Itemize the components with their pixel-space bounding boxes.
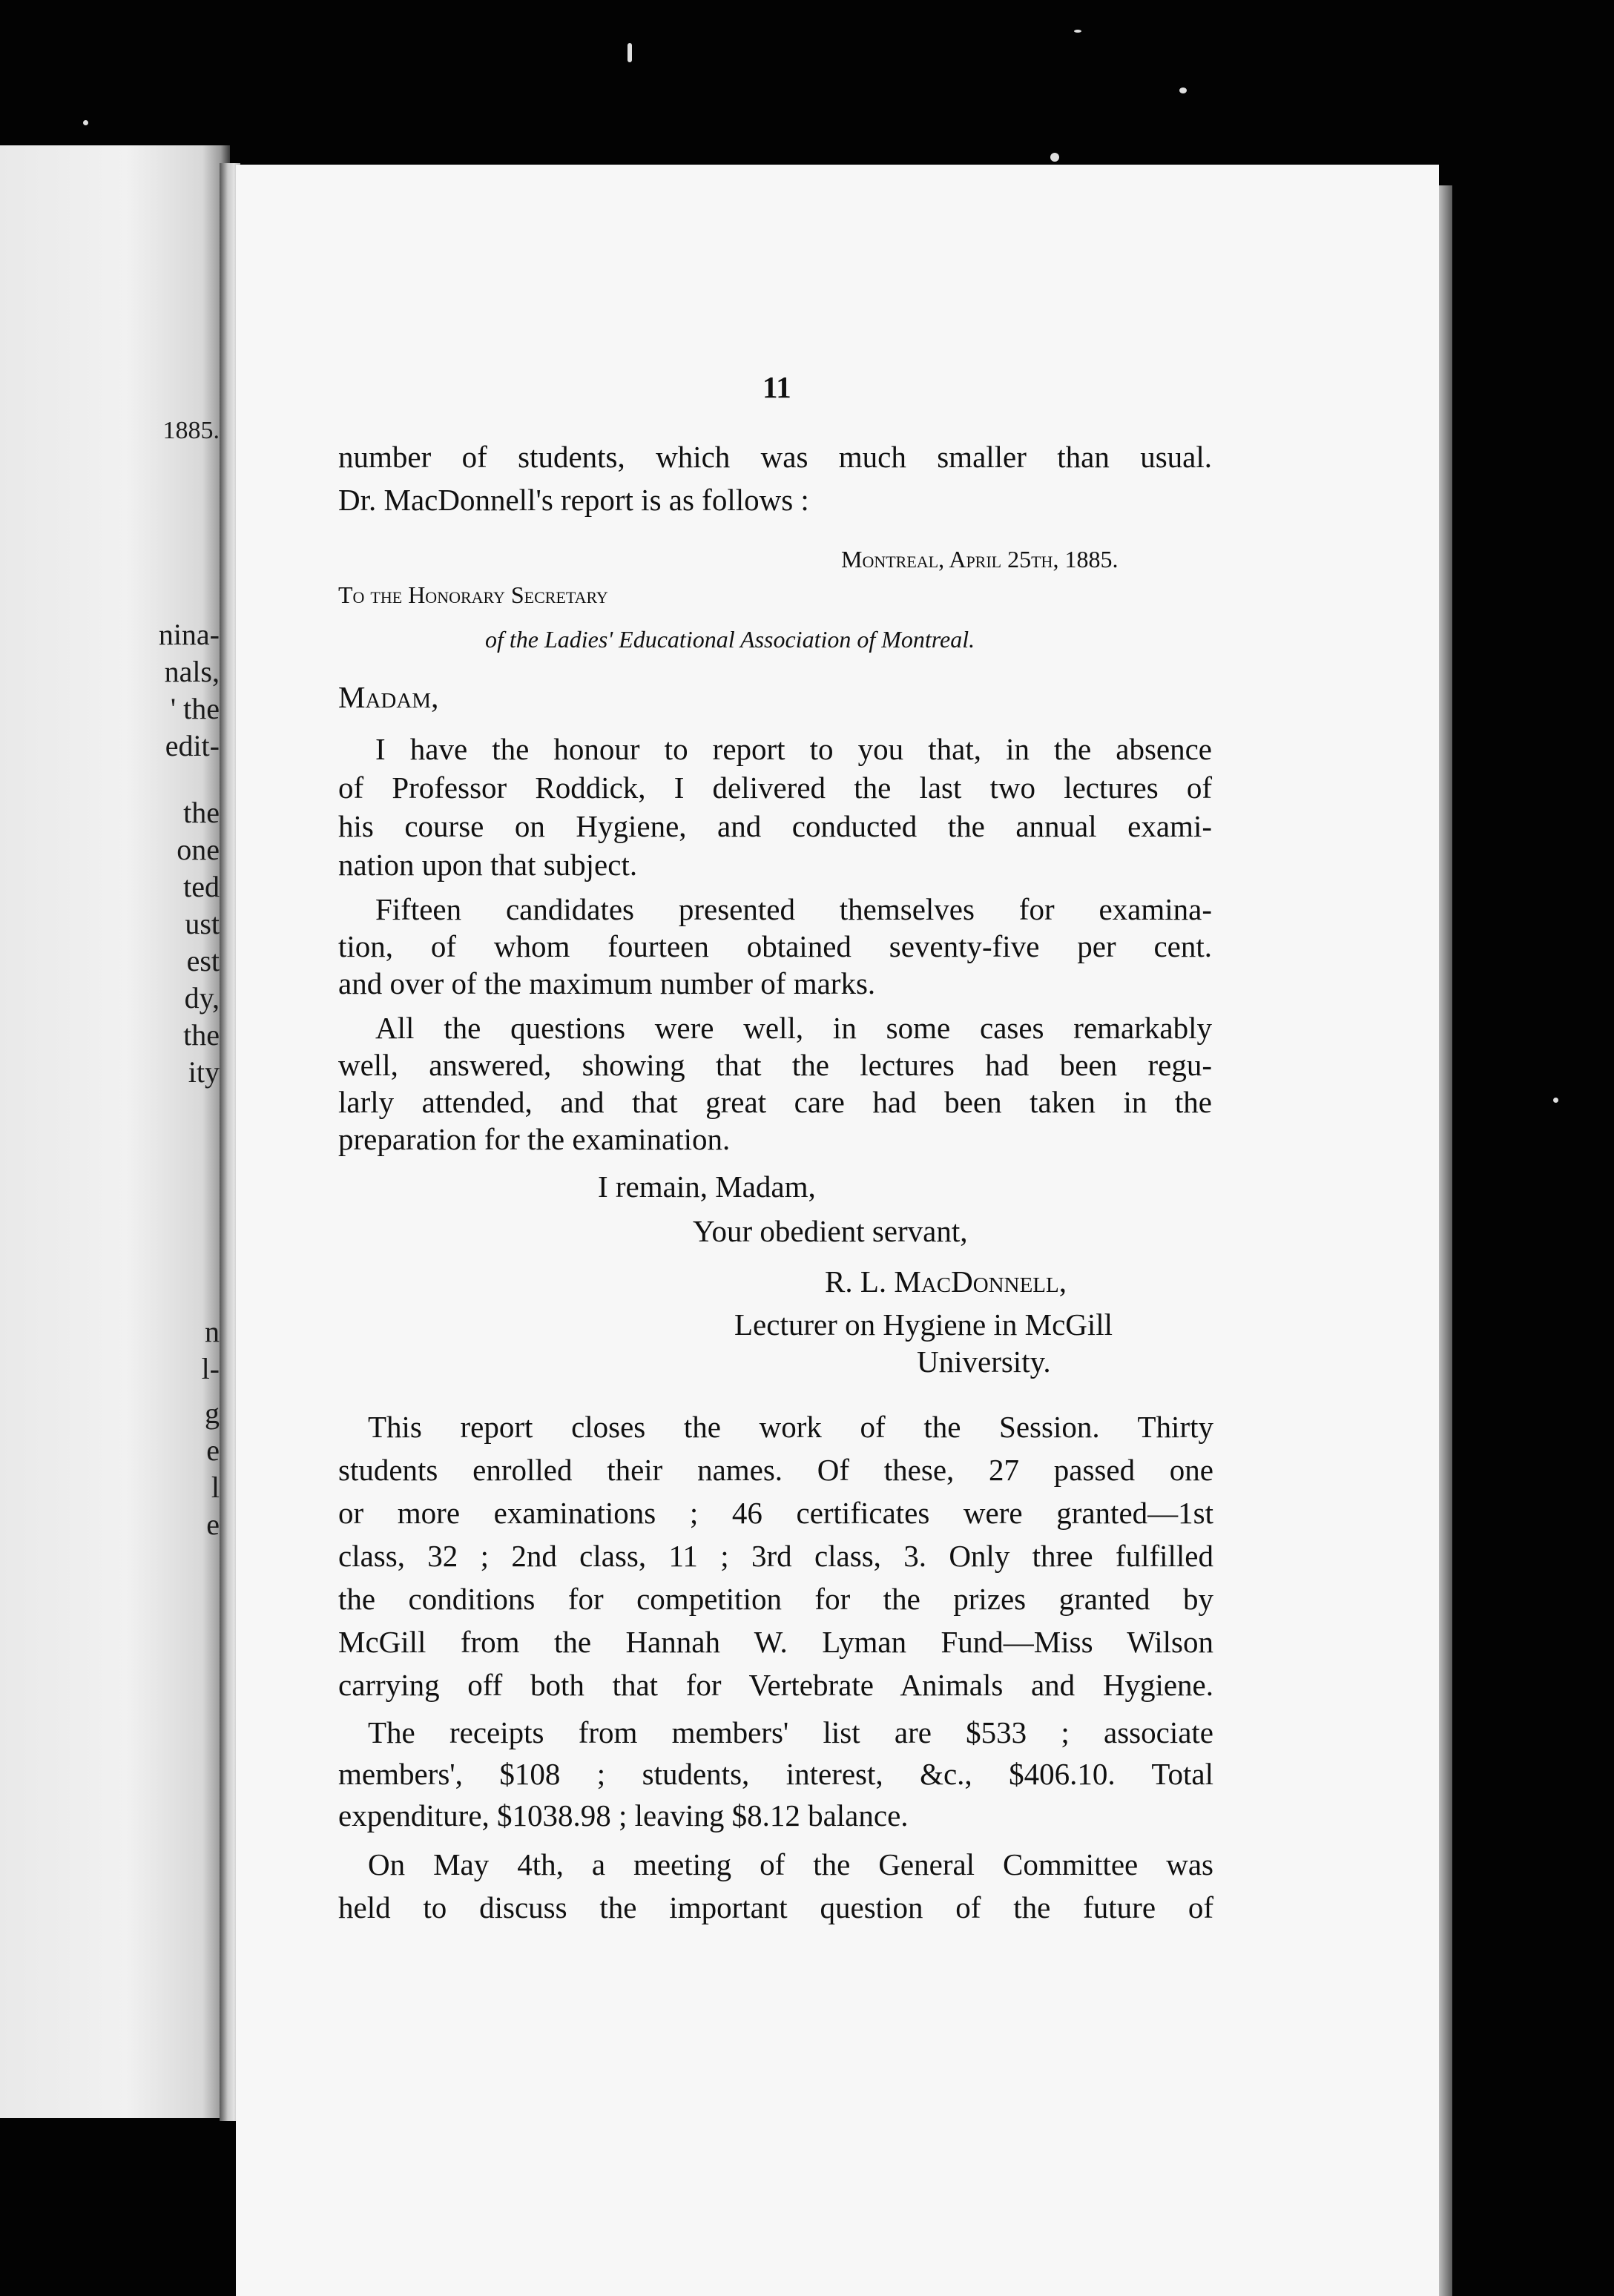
letter-dateline: Montreal, April 25th, 1885. — [841, 546, 1119, 573]
letter-paragraph-line: Fifteen candidates presented themselves for examina- — [375, 892, 1212, 926]
letter-signatory-title: University. — [917, 1345, 1051, 1379]
body-paragraph-line: members', $108 ; students, interest, &c., $406.10. Total — [338, 1757, 1213, 1791]
letter-addressee: To the Honorary Secretary — [338, 581, 608, 608]
previous-page-fragment — [0, 145, 230, 2118]
previous-page-text: ted — [183, 870, 220, 903]
body-paragraph-line: This report closes the work of the Session. Thirty — [368, 1410, 1213, 1444]
previous-page-text: edit- — [165, 729, 220, 762]
letter-signature: R. L. MacDonnell, — [825, 1264, 1067, 1299]
letter-addressee-org: of the Ladies' Educational Association of Montreal. — [485, 626, 975, 653]
previous-page-text: n — [205, 1315, 220, 1348]
body-paragraph-line: carrying off both that for Vertebrate Animals and Hygiene. — [338, 1668, 1213, 1702]
letter-paragraph-line: well, answered, showing that the lectures had been regu- — [338, 1048, 1212, 1082]
previous-page-text: 1885. — [162, 417, 220, 444]
dust-speck — [1553, 1098, 1558, 1103]
body-paragraph-line: expenditure, $1038.98 ; leaving $8.12 balance. — [338, 1798, 909, 1832]
dust-speck — [1179, 88, 1187, 93]
body-paragraph-line: held to discuss the important question of the future of — [338, 1890, 1213, 1924]
previous-page-text: nals, — [164, 655, 220, 688]
body-paragraph-line: McGill from the Hannah W. Lyman Fund—Miss Wilson — [338, 1625, 1213, 1659]
dust-speck — [1074, 30, 1081, 33]
page-number: 11 — [762, 370, 791, 404]
letter-paragraph-line: All the questions were well, in some cases remarkably — [375, 1011, 1212, 1045]
dust-speck — [628, 43, 632, 62]
previous-page-text: est — [186, 944, 220, 977]
previous-page-text: ' the — [170, 692, 220, 725]
body-paragraph-line: students enrolled their names. Of these, 27 passed one — [338, 1453, 1213, 1487]
letter-closing: Your obedient servant, — [693, 1214, 968, 1248]
body-paragraph-line: the conditions for competition for the prizes granted by — [338, 1582, 1213, 1616]
letter-paragraph-line: larly attended, and that great care had been taken in the — [338, 1085, 1212, 1119]
dust-speck — [1050, 153, 1059, 162]
previous-page-text: the — [183, 796, 220, 829]
intro-line: Dr. MacDonnell's report is as follows : — [338, 483, 809, 517]
previous-page-text: l- — [201, 1352, 220, 1385]
page-edge-shadow — [1439, 185, 1452, 2296]
letter-paragraph-line: nation upon that subject. — [338, 848, 638, 882]
letter-paragraph-line: his course on Hygiene, and conducted the annual exami- — [338, 809, 1212, 843]
previous-page-text: ity — [188, 1055, 220, 1089]
previous-page-text: e — [206, 1508, 220, 1541]
previous-page-text: nina- — [158, 618, 220, 651]
intro-line: number of students, which was much smaller than usual. — [338, 440, 1212, 474]
body-paragraph-line: The receipts from members' list are $533 ; associate — [368, 1715, 1213, 1749]
previous-page-text: g — [205, 1396, 220, 1430]
previous-page-text: l — [211, 1471, 220, 1504]
letter-paragraph-line: and over of the maximum number of marks. — [338, 966, 876, 1000]
dust-speck — [83, 120, 88, 125]
previous-page-text: dy, — [184, 981, 220, 1015]
letter-paragraph-line: I have the honour to report to you that, in the absence — [375, 732, 1212, 766]
previous-page-text: e — [206, 1434, 220, 1467]
letter-paragraph-line: preparation for the examination. — [338, 1122, 731, 1156]
letter-closing: I remain, Madam, — [598, 1170, 816, 1204]
body-paragraph-line: or more examinations ; 46 certificates were granted—1st — [338, 1496, 1213, 1530]
previous-page-text: ust — [185, 907, 220, 940]
letter-signatory-title: Lecturer on Hygiene in McGill — [734, 1307, 1113, 1342]
body-paragraph-line: class, 32 ; 2nd class, 11 ; 3rd class, 3. Only three fulfilled — [338, 1539, 1213, 1573]
letter-paragraph-line: of Professor Roddick, I delivered the last two lectures of — [338, 771, 1212, 805]
body-paragraph-line: On May 4th, a meeting of the General Committee was — [368, 1847, 1213, 1881]
letter-paragraph-line: tion, of whom fourteen obtained seventy-five per cent. — [338, 929, 1212, 963]
previous-page-text: the — [183, 1018, 220, 1052]
previous-page-text: one — [177, 833, 220, 866]
letter-salutation: Madam, — [338, 680, 439, 714]
